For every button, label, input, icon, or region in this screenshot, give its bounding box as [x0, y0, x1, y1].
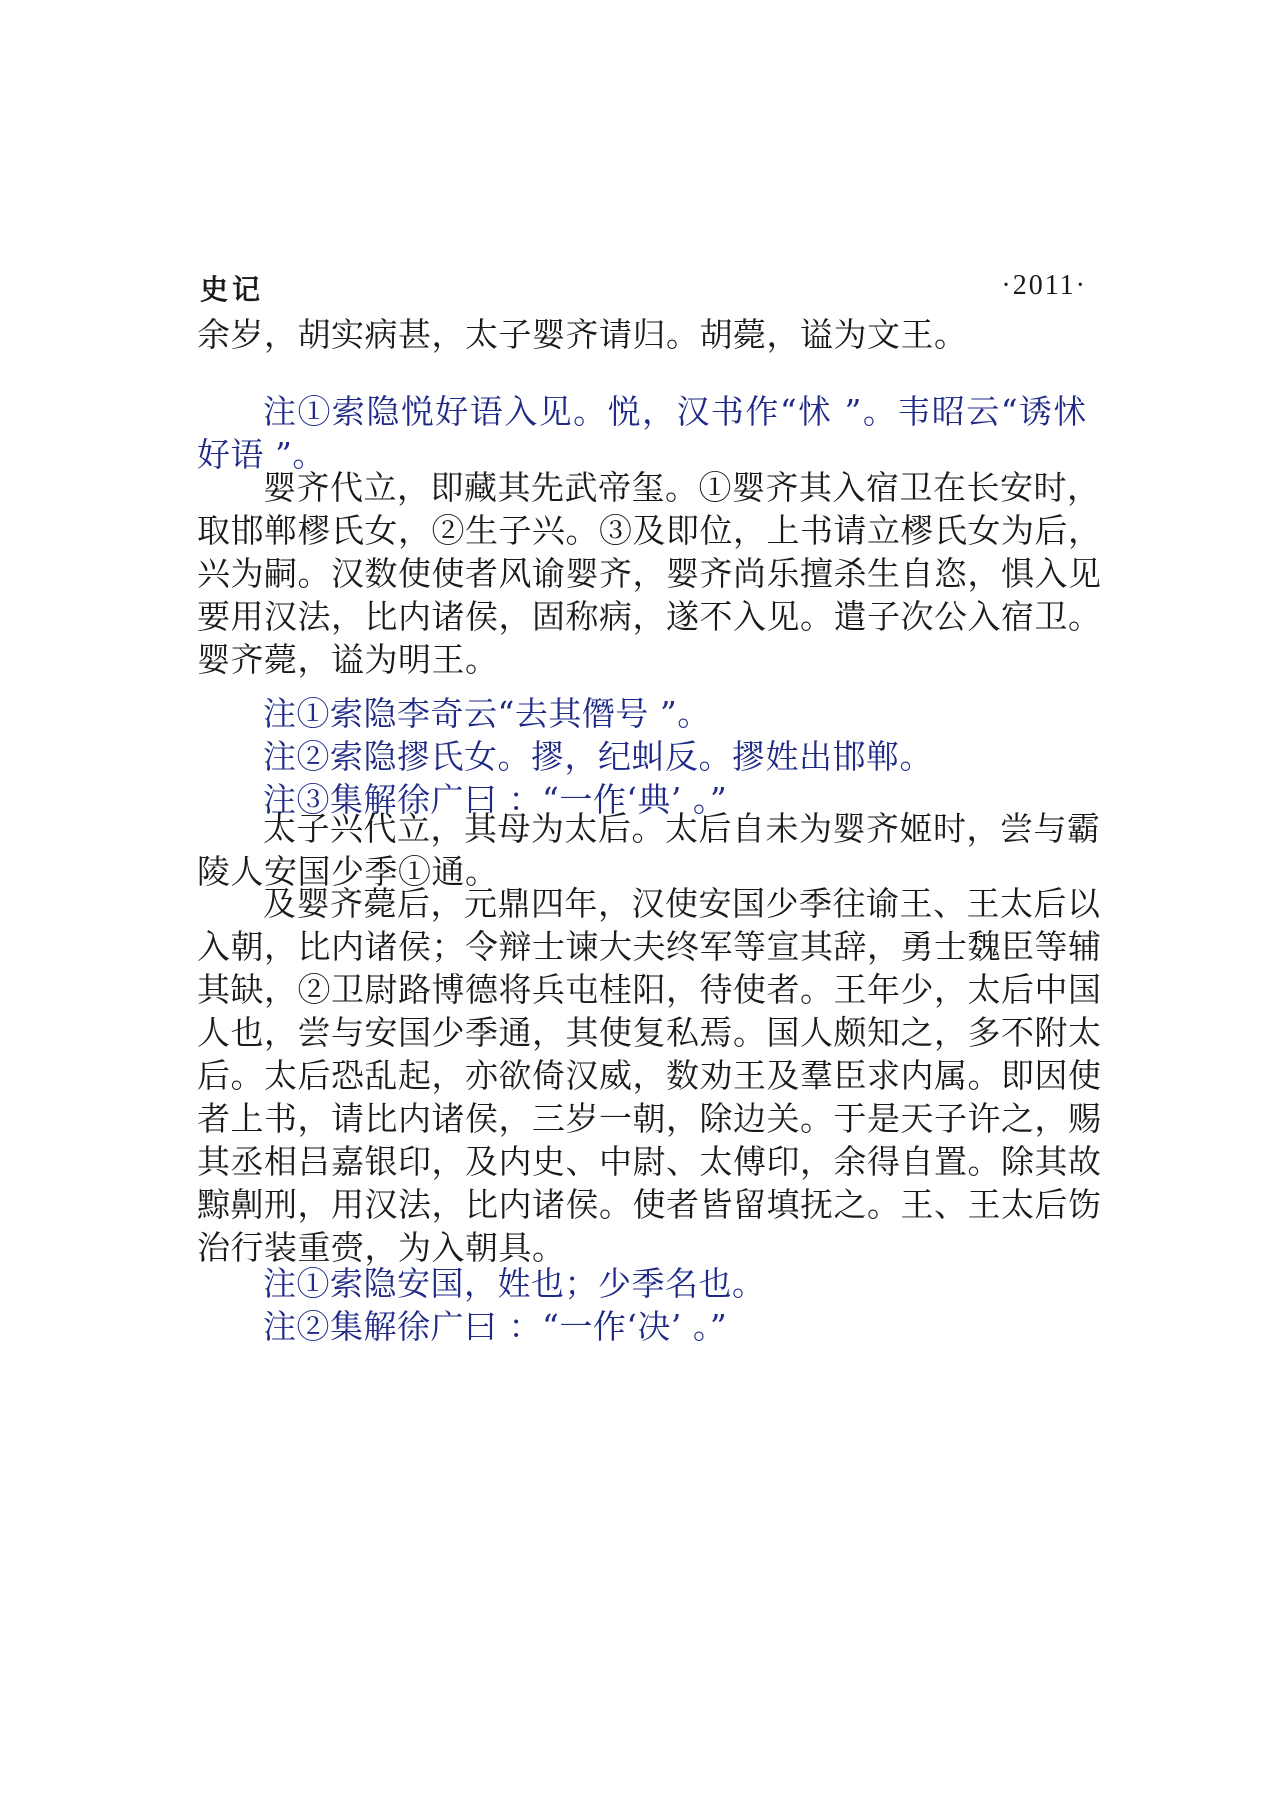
text-line: 者上书，请比内诸侯，三岁一朝，除边关。于是天子许之，赐: [197, 1099, 1102, 1138]
paragraph-3: [197, 807, 1101, 893]
annotation-line: 注②集解徐广曰 ：“一作‘决’ 。”: [263, 1307, 728, 1346]
paragraph-1: [197, 313, 1087, 356]
annotation-line: 注①索隐安国，姓也；少季名也。: [263, 1264, 766, 1303]
annotation-group-2: [197, 692, 1087, 821]
text-line: 兴为嗣。汉数使使者风谕婴齐，婴齐尚乐擅杀生自恣，惧入见: [197, 554, 1102, 593]
annotation-group-1: [197, 390, 1087, 476]
text-line: 其缺，②卫尉路博德将兵屯桂阳，待使者。王年少，太后中国: [197, 970, 1102, 1009]
text-line: 黥劓刑，用汉法，比内诸侯。使者皆留填抚之。王、王太后饬: [197, 1185, 1102, 1224]
annotation-group-3: [197, 1262, 1087, 1348]
paragraph-2: [197, 466, 1102, 681]
text-line: 婴齐薨，谥为明王。: [197, 640, 499, 679]
document-page: [197, 0, 1102, 1795]
text-line: 人也，尝与安国少季通，其使复私焉。国人颇知之，多不附太: [197, 1013, 1102, 1052]
annotation-line: 注①索隐悦好语入见。悦，汉书作“怵 ”。韦昭云“诱怵: [263, 392, 1087, 431]
annotation-line: 注②索隐摎氏女。摎，纪虯反。摎姓出邯郸。: [263, 737, 933, 776]
text-line: 治行装重赍，为入朝具。: [197, 1228, 566, 1267]
annotation-line: 注①索隐李奇云“去其僭号 ”。: [263, 694, 711, 733]
text-line: 取邯郸樛氏女，②生子兴。③及即位，上书请立樛氏女为后，: [197, 511, 1102, 550]
text-line: 余岁，胡实病甚，太子婴齐请归。胡薨，谥为文王。: [197, 315, 968, 354]
text-line: 及婴齐薨后，元鼎四年，汉使安国少季往谕王、王太后以: [263, 884, 1101, 923]
text-line: 陵人安国少季①通。: [197, 852, 499, 891]
text-line: 太子兴代立，其母为太后。太后自未为婴齐姬时，尝与霸: [263, 809, 1101, 848]
text-line: 入朝，比内诸侯；令辩士谏大夫终军等宣其辞，勇士魏臣等辅: [197, 927, 1102, 966]
page-number: ·2011·: [1001, 270, 1087, 301]
book-title: 史记: [200, 273, 265, 306]
text-line: 要用汉法，比内诸侯，固称病，遂不入见。遣子次公入宿卫。: [197, 597, 1102, 636]
annotation-line: 注③集解徐广曰 ：“一作‘典’ 。”: [263, 780, 728, 819]
paragraph-4: [197, 882, 1102, 1269]
annotation-line: 好语 ”。: [197, 435, 326, 474]
page-header: [197, 268, 1087, 308]
text-line: 婴齐代立，即藏其先武帝玺。①婴齐其入宿卫在长安时，: [263, 468, 1101, 507]
text-line: 其丞相吕嘉银印，及内史、中尉、太傅印，余得自置。除其故: [197, 1142, 1102, 1181]
text-line: 后。太后恐乱起，亦欲倚汉威，数劝王及羣臣求内属。即因使: [197, 1056, 1102, 1095]
